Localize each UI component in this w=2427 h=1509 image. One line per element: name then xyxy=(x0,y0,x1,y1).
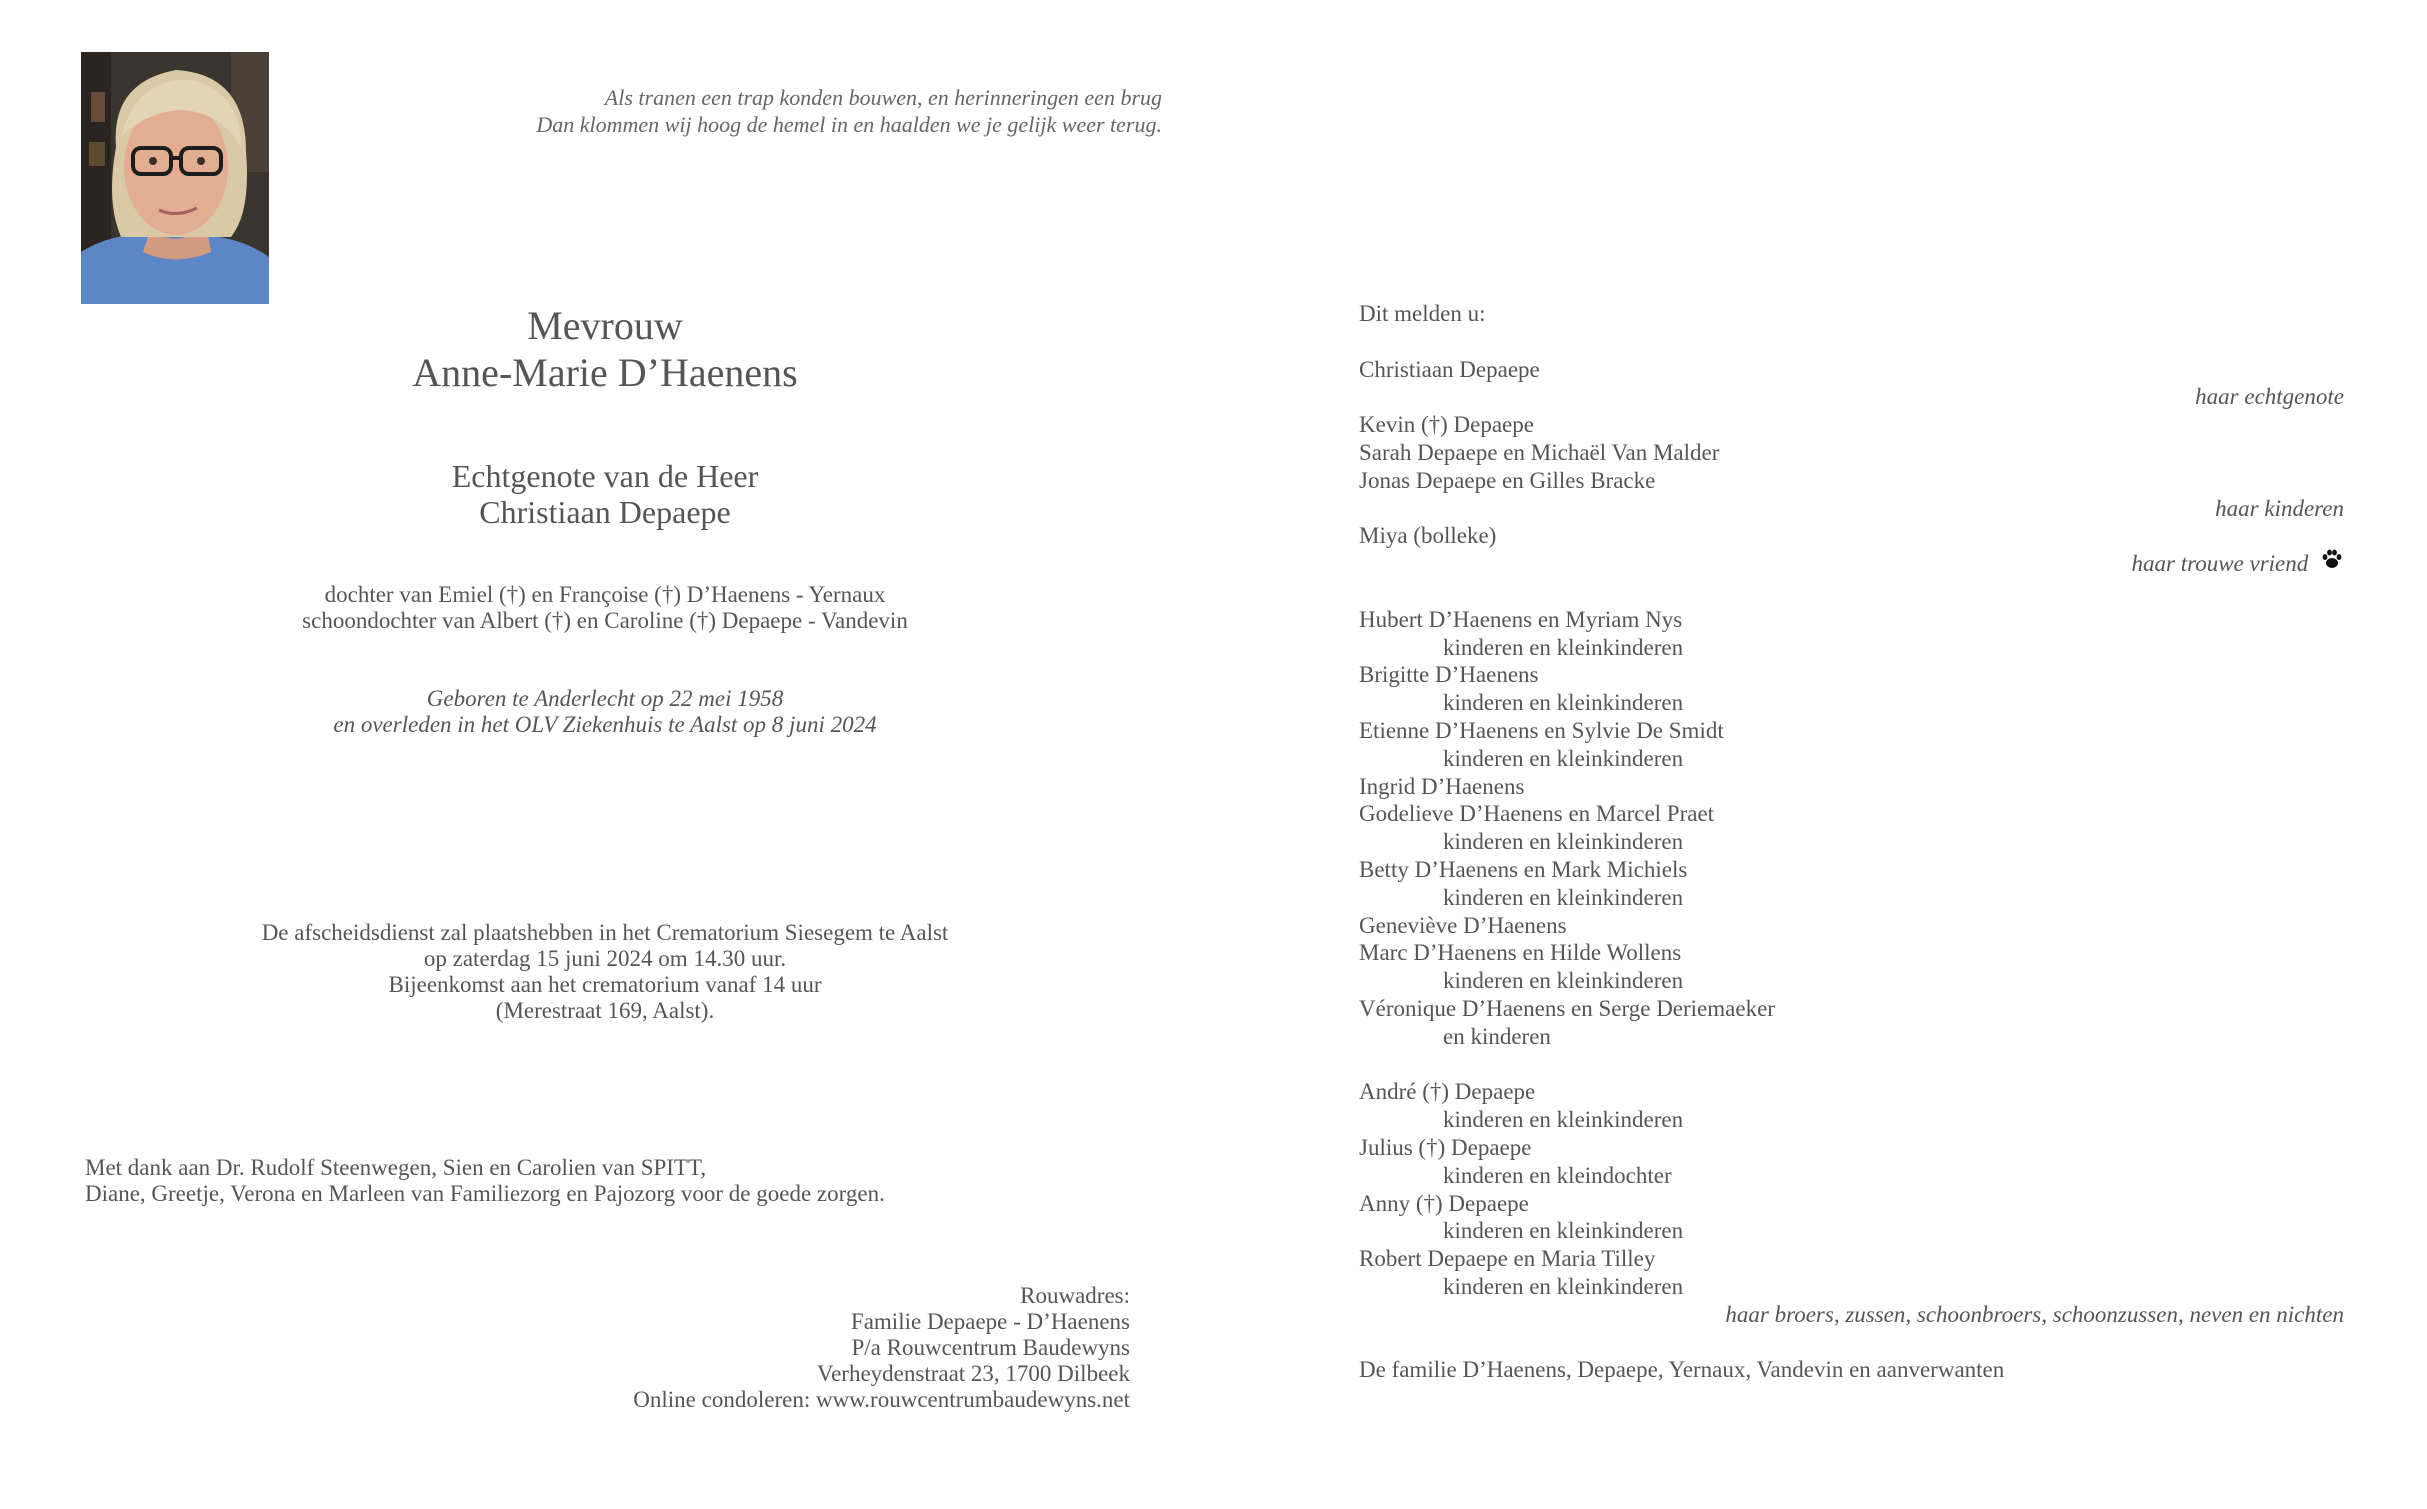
deceased-name: Anne-Marie D’Haenens xyxy=(412,350,798,395)
thanks-line: Diane, Greetje, Verona en Marleen van Familiezorg en Pajozorg voor de goede zorgen. xyxy=(85,1181,885,1206)
siblings-relation: haar broers, zussen, schoonbroers, schoonzussen, neven en nichten xyxy=(1725,1301,2344,1327)
sibling-name: Brigitte D’Haenens xyxy=(1359,662,1539,688)
sibling-descendants: kinderen en kleinkinderen xyxy=(1443,884,1684,910)
children-relation: haar kinderen xyxy=(2215,495,2344,521)
portrait-illustration xyxy=(81,52,269,304)
sibling-descendants: kinderen en kleinkinderen xyxy=(1443,690,1684,716)
address-line: Familie Depaepe - D’Haenens xyxy=(850,1309,1130,1334)
closing-line: De familie D’Haenens, Depaepe, Yernaux, Vandevin en aanverwanten xyxy=(1359,1357,2005,1383)
pet-name: Miya (bolleke) xyxy=(1359,523,1497,549)
deceased-title xyxy=(90,302,1120,396)
child-name: Jonas Depaepe en Gilles Bracke xyxy=(1359,467,1656,493)
poem-quote xyxy=(400,84,1162,138)
thanks-block xyxy=(85,1155,885,1207)
sibling-name: Hubert D’Haenens en Myriam Nys xyxy=(1359,606,1683,632)
sibling-descendants: kinderen en kleinkinderen xyxy=(1443,968,1684,994)
sibling-descendants: kinderen en kleinkinderen xyxy=(1443,829,1684,855)
inlaw-descendants: kinderen en kleinkinderen xyxy=(1443,1107,1684,1133)
service-block xyxy=(90,920,1120,1024)
condolence-link[interactable]: Online condoleren: www.rouwcentrumbaudewyns.net xyxy=(633,1387,1130,1412)
parents-line: schoondochter van Albert (†) en Caroline (†) Depaepe - Vandevin xyxy=(302,608,908,633)
parents-line: dochter van Emiel (†) en Françoise (†) D’Haenens - Yernaux xyxy=(324,582,886,607)
inlaw-descendants: kinderen en kleindochter xyxy=(1443,1162,1672,1188)
parents-block xyxy=(90,582,1120,634)
sibling-name: Etienne D’Haenens en Sylvie De Smidt xyxy=(1359,717,1724,743)
poem-line: Dan klommen wij hoog de hemel in en haalden we je gelijk weer terug. xyxy=(536,112,1162,137)
child-name: Kevin (†) Depaepe xyxy=(1359,412,1534,438)
sibling-name: Marc D’Haenens en Hilde Wollens xyxy=(1359,940,1682,966)
inlaw-name: André (†) Depaepe xyxy=(1359,1079,1536,1105)
portrait-photo xyxy=(81,52,269,304)
service-line: De afscheidsdienst zal plaatshebben in het Crematorium Siesegem te Aalst xyxy=(261,920,949,945)
sibling-descendants: kinderen en kleinkinderen xyxy=(1443,745,1684,771)
service-line: Bijeenkomst aan het crematorium vanaf 14 uur xyxy=(388,972,822,997)
address-block xyxy=(500,1283,1130,1413)
spouse-line: Christiaan Depaepe xyxy=(479,494,731,530)
address-line: Rouwadres: xyxy=(1020,1283,1130,1308)
sibling-name: Véronique D’Haenens en Serge Deriemaeker xyxy=(1359,995,1775,1021)
pet-relation: haar trouwe vriend xyxy=(2131,551,2309,577)
address-line: Verheydenstraat 23, 1700 Dilbeek xyxy=(817,1361,1130,1386)
service-line: (Merestraat 169, Aalst). xyxy=(495,998,715,1023)
salutation: Mevrouw xyxy=(527,303,683,348)
inlaw-name: Robert Depaepe en Maria Tilley xyxy=(1359,1246,1656,1272)
inlaw-name: Julius (†) Depaepe xyxy=(1359,1134,1532,1160)
sibling-name: Geneviève D’Haenens xyxy=(1359,912,1567,938)
sibling-descendants: en kinderen xyxy=(1443,1023,1551,1049)
sibling-descendants: kinderen en kleinkinderen xyxy=(1443,634,1684,660)
inlaw-descendants: kinderen en kleinkinderen xyxy=(1443,1273,1684,1299)
death-line: en overleden in het OLV Ziekenhuis te Aalst op 8 juni 2024 xyxy=(333,712,877,737)
birth-block xyxy=(90,686,1120,738)
sibling-name: Godelieve D’Haenens en Marcel Praet xyxy=(1359,801,1715,827)
service-line: op zaterdag 15 juni 2024 om 14.30 uur. xyxy=(423,946,787,971)
sibling-name: Ingrid D’Haenens xyxy=(1359,773,1525,799)
spouse-block xyxy=(90,458,1120,530)
paw-icon xyxy=(2320,547,2344,578)
thanks-line: Met dank aan Dr. Rudolf Steenwegen, Sien en Carolien van SPITT, xyxy=(85,1155,707,1180)
sibling-name: Betty D’Haenens en Mark Michiels xyxy=(1359,856,1688,882)
spouse-relation: haar echtgenote xyxy=(2195,384,2344,410)
spouse-name: Christiaan Depaepe xyxy=(1359,356,1540,382)
poem-line: Als tranen een trap konden bouwen, en herinneringen een brug xyxy=(604,85,1162,110)
family-list xyxy=(1359,300,2344,1384)
family-intro: Dit melden u: xyxy=(1359,301,1486,326)
birth-line: Geboren te Anderlecht op 22 mei 1958 xyxy=(426,686,784,711)
pet-relation-row xyxy=(1359,550,2344,578)
inlaw-name: Anny (†) Depaepe xyxy=(1359,1190,1529,1216)
spouse-line: Echtgenote van de Heer xyxy=(451,458,759,494)
inlaw-descendants: kinderen en kleinkinderen xyxy=(1443,1218,1684,1244)
child-name: Sarah Depaepe en Michaël Van Malder xyxy=(1359,439,1720,465)
address-line: P/a Rouwcentrum Baudewyns xyxy=(851,1335,1130,1360)
